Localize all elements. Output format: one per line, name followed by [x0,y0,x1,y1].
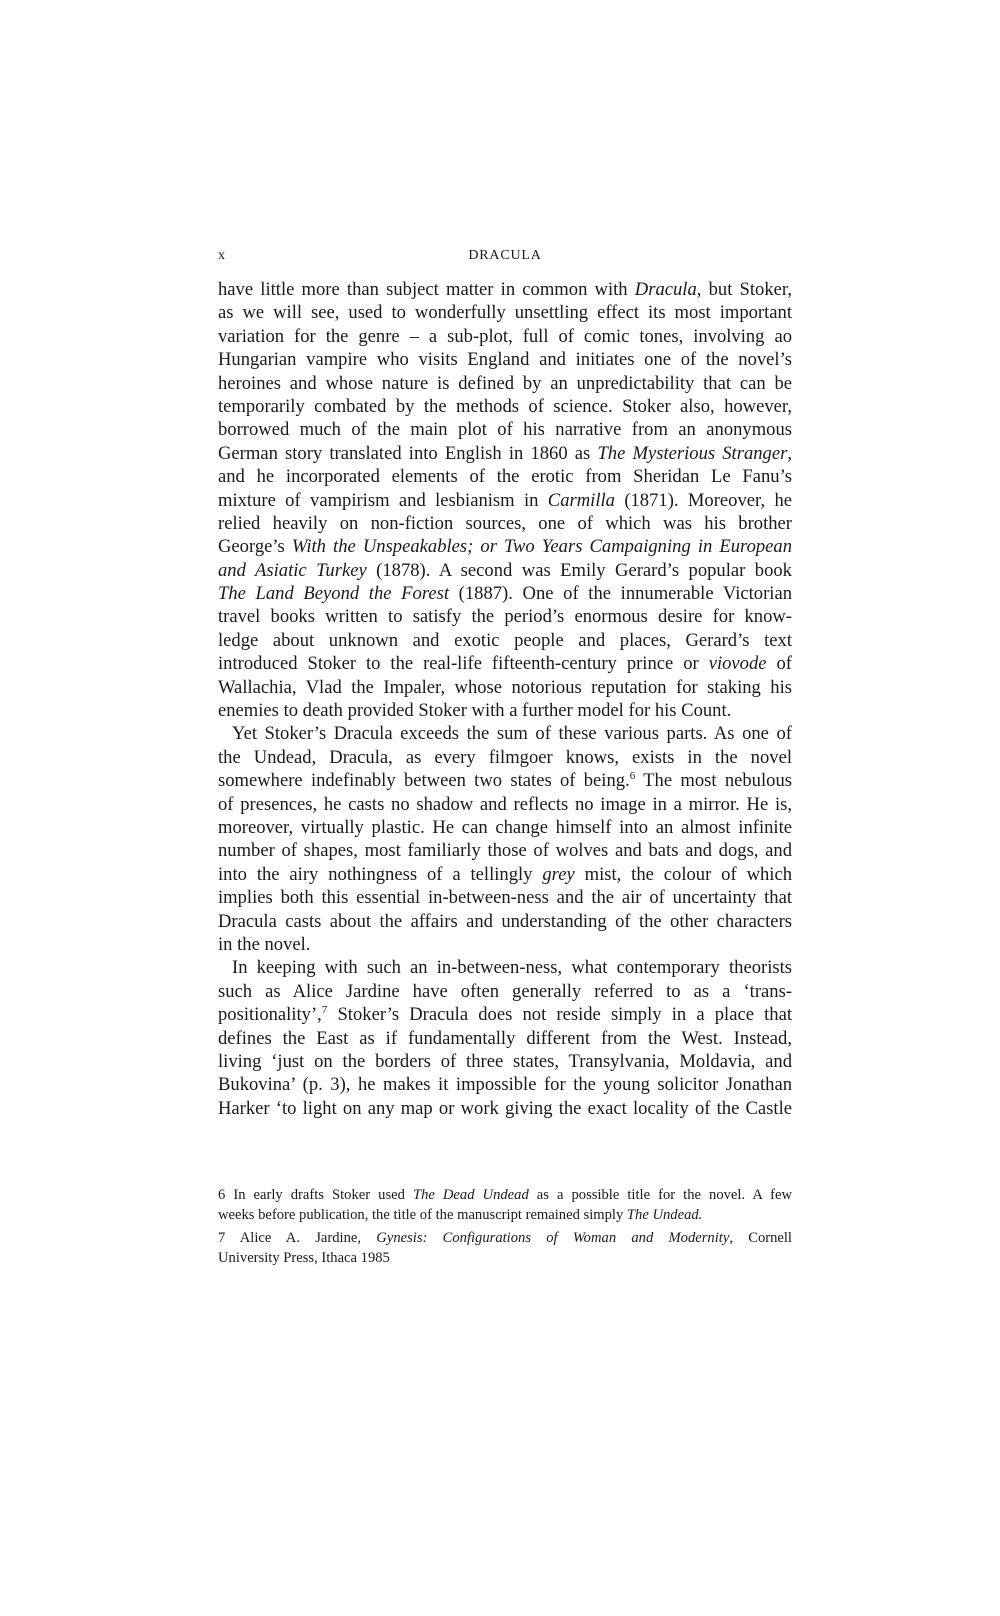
text-line [218,489,792,512]
italic-title: grey [542,863,575,885]
italic-title: and Asiatic Turkey [218,559,367,581]
text-line [218,629,792,652]
text-run: George’s [218,536,292,558]
text-run: implies both this essential in-between-ness and the air of uncertainty that [218,887,792,909]
text-run: and he incorporated elements of the erotic from Sheridan Le Fanu’s [218,466,792,488]
text-run: , Cornell [729,1230,792,1246]
text-run: , [787,442,792,464]
text-run: Hungarian vampire who visits England and initiates one of the novel’s [218,349,792,371]
text-line [218,863,792,886]
text-line [218,793,792,816]
book-page [218,248,792,1120]
text-line [218,769,792,792]
running-title: DRACULA [468,248,542,263]
text-line [218,535,792,558]
text-run: introduced Stoker to the real-life fifteenth-century prince or [218,653,709,675]
text-run: of presences, he casts no shadow and reflects no image in a mirror. He is, [218,793,792,815]
text-line [218,980,792,1003]
text-line [218,605,792,628]
text-run: 6 In early drafts Stoker used [218,1187,413,1203]
text-line [218,699,792,722]
text-line [218,956,792,979]
text-line [218,1050,792,1073]
italic-title: The Dead Undead [412,1187,529,1203]
footnote-reference: 6 [629,770,636,783]
text-run: mixture of vampirism and lesbianism in [218,489,548,511]
paragraph [218,278,792,722]
text-line [218,1097,792,1120]
text-line [218,676,792,699]
footnote-6 [218,1185,792,1225]
italic-title: Carmilla [547,489,615,511]
text-run: variation for the genre – a sub-plot, full of comic tones, involving ao [218,325,792,347]
text-run: (1878). A second was Emily Gerard’s popular book [366,559,792,581]
text-run: temporarily combated by the methods of science. Stoker also, however, [218,395,792,417]
text-line [218,839,792,862]
text-run: in the novel. [218,933,311,955]
text-run: Dracula casts about the affairs and understanding of the other characters [218,910,792,932]
text-line [218,559,792,582]
footnote-line [218,1185,792,1205]
text-run: Harker ‘to light on any map or work giving the exact locality of the Castle [218,1097,792,1119]
text-run: as we will see, used to wonderfully unsettling effect its most important [218,302,792,324]
text-run: relied heavily on non-fiction sources, one of which was his brother [218,512,792,534]
text-run: mist, the colour of which [574,863,793,885]
text-run: positionality’, [218,1004,322,1026]
italic-title: Gynesis: Configurations of Woman and Modernity [376,1230,730,1246]
text-run: of [766,653,792,675]
italic-title: Dracula [634,279,697,300]
text-run: moreover, virtually plastic. He can change himself into an almost infinite [218,816,792,838]
text-line [218,582,792,605]
text-line [218,301,792,324]
text-run: somewhere indefinably between two states of being. [218,770,630,792]
text-run: the Undead, Dracula, as every filmgoer knows, exists in the novel [218,746,792,768]
text-line [218,278,792,301]
text-line [218,348,792,371]
text-run: into the airy nothingness of a tellingly [218,863,543,885]
text-line [218,325,792,348]
italic-title: The Undead. [626,1207,703,1223]
text-line [218,722,792,745]
text-run: travel books written to satisfy the period’s enormous desire for know- [218,606,792,628]
text-line [218,395,792,418]
text-line [218,652,792,675]
text-run: defines the East as if fundamentally different from the West. Instead, [218,1027,792,1049]
paragraph [218,956,792,1120]
footnotes [218,1185,792,1271]
text-line [218,512,792,535]
text-line [218,746,792,769]
text-run: Stoker’s Dracula does not reside simply in a place that [327,1004,792,1026]
text-run: 7 Alice A. Jardine, [218,1230,377,1246]
paragraph [218,722,792,956]
footnote-reference: 7 [321,1004,328,1017]
italic-title: The Mysterious Stranger [597,442,788,464]
text-run: living ‘just on the borders of three states, Transylvania, Moldavia, and [218,1050,792,1072]
italic-title: With the Unspeakables; or Two Years Campaigning in European [291,536,793,558]
text-run: heroines and whose nature is defined by an unpredictability that can be [218,372,792,394]
footnote-line [218,1205,792,1225]
text-line [218,886,792,909]
running-head [218,248,792,270]
text-run: Bukovina’ (p. 3), he makes it impossible for the young solicitor Jonathan [218,1074,792,1096]
text-run: as a possible title for the novel. A few [528,1187,792,1203]
text-run: , but Stoker, [696,279,793,300]
text-run: weeks before publication, the title of the manuscript remained simply [218,1207,627,1223]
body-text [218,278,792,1120]
text-run: The most nebulous [635,770,792,792]
italic-title: viovode [708,653,767,675]
text-line [218,816,792,839]
text-line [218,933,792,956]
footnote-line [218,1248,792,1268]
text-line [218,442,792,465]
italic-title: The Land Beyond the Forest [218,583,450,605]
text-line [218,372,792,395]
text-run: such as Alice Jardine have often generally referred to as a ‘trans- [218,980,792,1002]
text-run: Yet Stoker’s Dracula exceeds the sum of these various parts. As one of [232,723,792,745]
text-line [218,465,792,488]
text-line [218,1073,792,1096]
text-run: enemies to death provided Stoker with a further model for his Count. [218,700,732,722]
text-run: ledge about unknown and exotic people and places, Gerard’s text [218,629,792,651]
footnote-line [218,1228,792,1248]
text-line [218,418,792,441]
text-run: In keeping with such an in-between-ness, what contemporary theorists [232,957,792,979]
text-run: (1887). One of the innumerable Victorian [449,583,792,605]
page-number: x [218,248,226,263]
text-run: University Press, Ithaca 1985 [218,1250,390,1266]
text-line [218,1027,792,1050]
text-line [218,1003,792,1026]
text-line [218,910,792,933]
text-run: German story translated into English in 1860 as [218,442,598,464]
text-run: have little more than subject matter in common with [218,279,635,300]
text-run: borrowed much of the main plot of his narrative from an anonymous [218,419,792,441]
text-run: Wallachia, Vlad the Impaler, whose notorious reputation for staking his [218,676,792,698]
text-run: number of shapes, most familiarly those of wolves and bats and dogs, and [218,840,792,862]
text-run: (1871). Moreover, he [614,489,792,511]
footnote-7 [218,1228,792,1268]
